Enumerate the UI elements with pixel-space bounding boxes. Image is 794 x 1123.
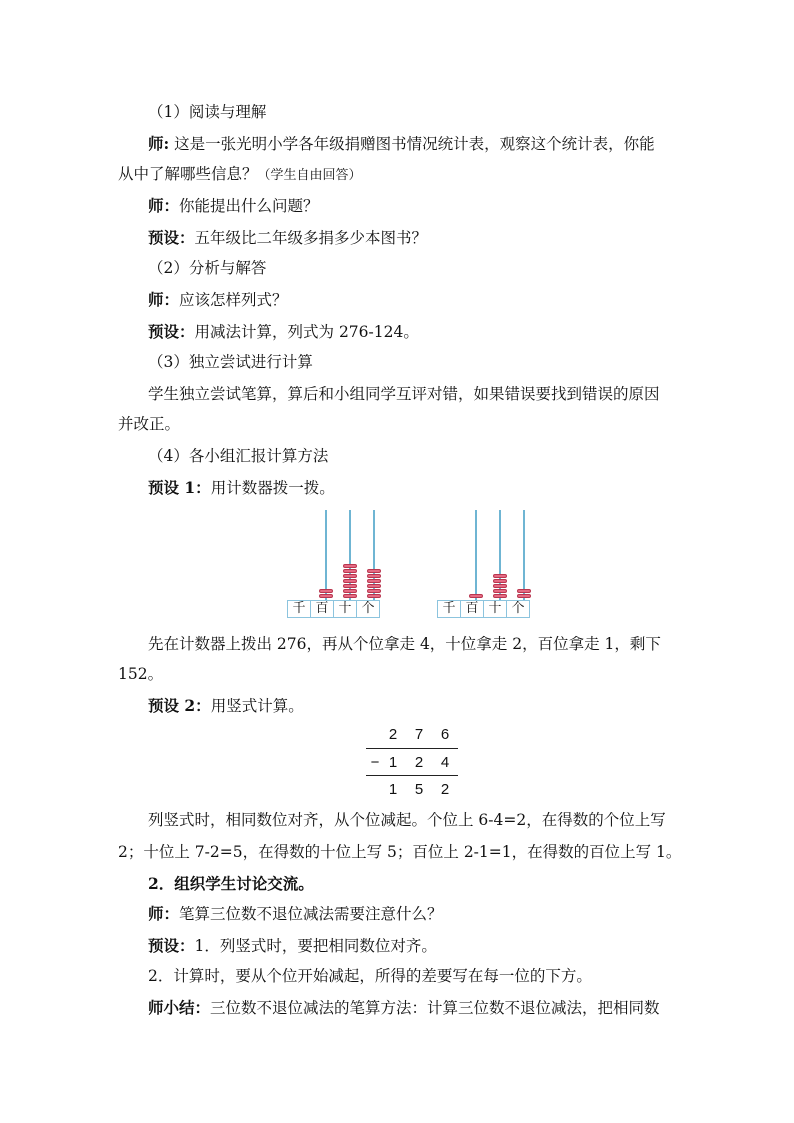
abacus-bead [469,594,483,598]
preset-label: 预设 1： [148,478,211,497]
preset-label: 预设： [148,228,195,247]
digit: 2 [440,781,450,798]
teacher-summary [148,998,708,1018]
paragraph-text: 用竖式计算。 [210,697,304,715]
teacher-question-2 [148,196,708,216]
digit: 5 [414,781,424,798]
abacus-bead [343,594,357,598]
abacus-rod [523,510,525,600]
paragraph-text: 笔算三位数不退位减法需要注意什么？ [179,905,443,923]
paragraph-text: 应该怎样列式？ [179,291,288,309]
abacus-bead [343,569,357,573]
place-label: 百 [460,600,484,618]
digit: 2 [388,726,398,743]
digit: 2 [414,754,424,771]
abacus-bead [493,589,507,593]
preset-1 [148,478,708,498]
teacher-question-4 [148,904,708,924]
abacus-bead [343,564,357,568]
subtrahend-row [366,754,460,776]
place-label: 千 [287,600,311,618]
preset-label: 预设： [148,936,195,955]
student-note: （学生自由回答） [257,168,362,183]
place-label: 个 [506,600,530,618]
abacus-bead [343,589,357,593]
abacus-bead [343,579,357,583]
preset-label: 预设： [148,322,195,341]
speaker-label: 师: [148,134,170,153]
minuend-row [366,726,460,748]
digit: 7 [414,726,424,743]
abacus-place-row [438,600,530,618]
paragraph-text: 三位数不退位减法的笔算方法：计算三位数不退位减法，把相同数 [210,999,660,1017]
place-label: 十 [333,600,357,618]
abacus-bead [493,584,507,588]
abacus-bead [493,594,507,598]
paragraph-text: 2．计算时，要从个位开始减起，所得的差要写在每一位的下方。 [148,967,592,985]
paragraph-text: 先在计数器上拨出 276，再从个位拿走 4，十位拿走 2，百位拿走 1，剩下 [148,635,661,653]
abacus-bead [319,589,333,593]
teacher-question-1-cont [118,164,678,186]
abacus-bead [517,589,531,593]
place-label: 十 [483,600,507,618]
paragraph-text: 2；十位上 7-2=5，在得数的十位上写 5；百位上 2-1=1，在得数的百位上写 1。 [118,843,682,861]
paragraph-text: 你能提出什么问题？ [179,197,319,215]
paragraph-text: 从中了解哪些信息？ [118,165,258,183]
preset-label: 预设 2： [148,696,211,715]
digit: 1 [388,781,398,798]
abacus-place-row [288,600,380,618]
preset-2 [148,696,708,716]
digit: 4 [440,754,450,771]
paragraph-text: 1．列竖式时，要把相同数位对齐。 [194,937,437,955]
paragraph-text: 用减法计算，列式为 276-124。 [194,323,419,341]
speaker-label: 师： [148,904,180,923]
abacus-bead [367,569,381,573]
paragraph-text: 这是一张光明小学各年级捐赠图书情况统计表，观察这个统计表，你能 [174,135,655,153]
section-analysis: （2）分析与解答 [148,259,267,277]
speaker-label: 师小结： [148,998,211,1017]
teacher-question-1 [148,134,708,154]
result-row [366,781,460,803]
preset-answer-2 [148,322,708,342]
minus-sign: − [370,754,380,771]
abacus-bead [493,574,507,578]
abacus-bead [367,594,381,598]
abacus-bead [319,594,333,598]
speaker-label: 师： [148,196,180,215]
abacus-bead [367,579,381,583]
place-label: 个 [356,600,380,618]
place-label: 千 [437,600,461,618]
abacus-bead [517,594,531,598]
abacus-bead [367,574,381,578]
digit: 1 [388,754,398,771]
result-line [366,775,458,776]
divider [366,748,458,749]
abacus-bead [343,584,357,588]
abacus-bead [367,584,381,588]
teacher-question-3 [148,290,708,310]
speaker-label: 师： [148,290,180,309]
paragraph-text: 列竖式时，相同数位对齐，从个位减起。个位上 6-4=2，在得数的个位上写 [148,811,666,829]
abacus-bead [493,579,507,583]
section-report: （4）各小组汇报计算方法 [148,447,329,465]
paragraph-text: 五年级比二年级多捐多少本图书？ [194,229,428,247]
section-reading: （1）阅读与理解 [148,103,267,121]
place-label: 百 [310,600,334,618]
paragraph-text: 学生独立尝试笔算，算后和小组同学互评对错，如果错误要找到错误的原因 [148,385,660,403]
digit: 6 [440,726,450,743]
paragraph-text: 用计数器拨一拨。 [210,479,335,497]
abacus-rod [475,510,477,600]
section-discussion: 2．组织学生讨论交流。 [148,874,314,893]
paragraph-text: 并改正。 [118,415,181,433]
section-independent: （3）独立尝试进行计算 [148,353,313,371]
preset-answer-3 [148,936,708,956]
abacus-rod [325,510,327,600]
abacus-bead [367,589,381,593]
abacus-bead [343,574,357,578]
preset-answer-1 [148,228,708,248]
paragraph-text: 152。 [118,665,164,683]
